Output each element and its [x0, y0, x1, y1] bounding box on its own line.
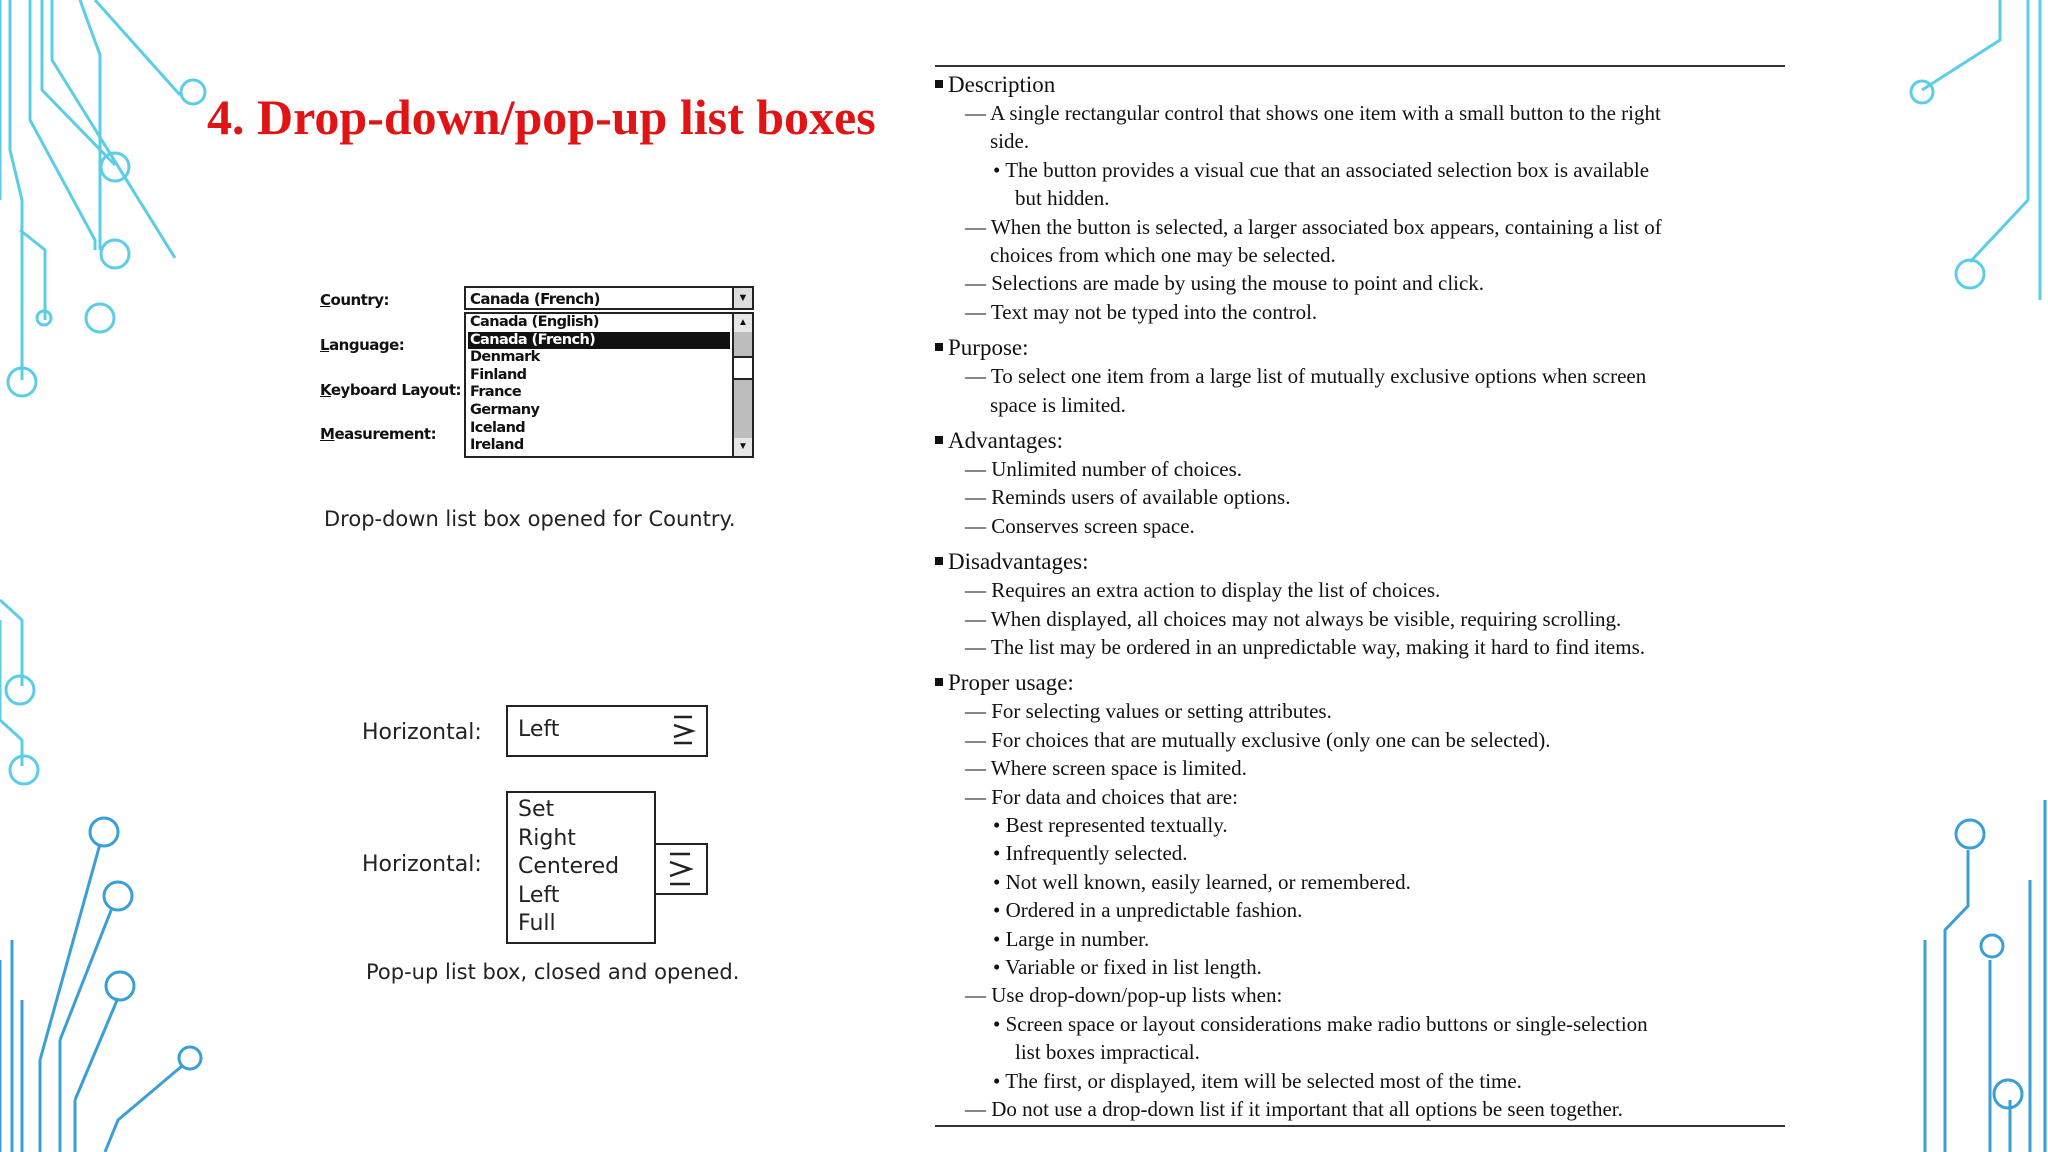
section-line: — For choices that are mutually exclusive (only one can be selected). — [965, 727, 1551, 752]
section-line: • The button provides a visual cue that an associated selection box is available — [993, 157, 1650, 182]
list-item[interactable]: Denmark — [470, 349, 540, 366]
measurement-label: Measurement: — [320, 425, 437, 443]
popup-chevrons-icon[interactable] — [670, 713, 698, 751]
section-line: — The list may be ordered in an unpredictable way, making it hard to find items. — [965, 635, 1645, 659]
section-line: • Screen space or layout considerations make radio buttons or single-selection — [993, 1011, 1648, 1036]
figure2-caption: Pop-up list box, closed and opened. — [366, 960, 740, 984]
list-item[interactable]: Canada (English) — [470, 314, 599, 330]
section-line: • Not well known, easily learned, or remembered. — [993, 869, 1411, 894]
popup-closed-box[interactable] — [506, 705, 708, 757]
bullet-square-icon — [935, 678, 943, 686]
section-line: — Use drop-down/pop-up lists when: — [965, 983, 1283, 1008]
popup-option[interactable]: Left — [518, 882, 560, 908]
section-line: — Conserves screen space. — [965, 513, 1195, 538]
section-line: — A single rectangular control that shows one item with a small button to the right — [965, 101, 1661, 125]
dropdown-arrow-icon[interactable]: ▼ — [732, 288, 752, 308]
list-item[interactable]: Iceland — [470, 419, 526, 436]
section-line: • Ordered in a unpredictable fashion. — [993, 898, 1303, 923]
section-line: — For selecting values or setting attributes. — [965, 699, 1332, 724]
section-line: — Reminds users of available options. — [965, 485, 1291, 510]
scroll-down-icon[interactable]: ▼ — [734, 438, 752, 456]
section-line: choices from which one may be selected. — [990, 243, 1336, 267]
popup-chevrons-icon — [666, 850, 696, 890]
keyboard-layout-label: Keyboard Layout: — [320, 381, 461, 399]
top-rule — [935, 65, 1785, 67]
figure1-caption: Drop-down list box opened for Country. — [324, 507, 736, 531]
bullet-square-icon — [935, 557, 943, 565]
horizontal-label-open: Horizontal: — [362, 852, 482, 877]
section-title: Advantages: — [935, 428, 1063, 454]
section-line: — To select one item from a large list of mutually exclusive options when screen — [965, 364, 1647, 389]
list-item[interactable]: Canada (French) — [468, 332, 730, 350]
bullet-square-icon — [935, 80, 943, 88]
scrollbar[interactable] — [732, 314, 752, 456]
section-line: — Requires an extra action to display the list of choices. — [965, 578, 1441, 603]
country-label: Country: — [320, 291, 390, 309]
section-line: • Infrequently selected. — [993, 841, 1188, 866]
section-line: • Variable or fixed in list length. — [993, 955, 1262, 979]
section-line: — Text may not be typed into the control. — [965, 299, 1318, 324]
list-item[interactable]: Finland — [470, 366, 527, 383]
popup-open-button[interactable] — [654, 843, 708, 895]
bullet-square-icon — [935, 343, 943, 351]
country-dropdown[interactable] — [464, 286, 754, 310]
horizontal-label-closed: Horizontal: — [362, 720, 482, 745]
list-item[interactable]: Ireland — [470, 437, 524, 454]
popup-open-list[interactable] — [506, 791, 656, 944]
section-line: side. — [990, 129, 1030, 154]
bullet-square-icon — [935, 436, 943, 444]
list-item[interactable]: Germany — [470, 401, 540, 418]
section-line: — Unlimited number of choices. — [965, 457, 1243, 481]
section-title: Description — [935, 72, 1055, 98]
section-line: — When the button is selected, a larger associated box appears, containing a list of — [965, 214, 1662, 239]
section-line: — Do not use a drop-down list if it important that all options be seen together. — [965, 1097, 1623, 1121]
section-line: list boxes impractical. — [1015, 1040, 1200, 1065]
scroll-thumb[interactable] — [734, 356, 752, 380]
popup-closed-value: Left — [518, 717, 560, 742]
section-title: Proper usage: — [935, 670, 1074, 696]
country-dropdown-list[interactable] — [464, 312, 754, 458]
popup-option[interactable]: Set — [518, 797, 555, 822]
popup-option[interactable]: Right — [518, 825, 576, 851]
section-line: • Best represented textually. — [993, 813, 1228, 837]
popup-option[interactable]: Full — [518, 911, 556, 937]
section-line: • Large in number. — [993, 926, 1150, 951]
section-line: space is limited. — [990, 392, 1126, 417]
section-line: • The first, or displayed, item will be selected most of the time. — [993, 1068, 1522, 1093]
scroll-up-icon[interactable]: ▲ — [734, 314, 752, 332]
section-line: — Where screen space is limited. — [965, 756, 1247, 781]
bottom-rule — [935, 1125, 1785, 1127]
section-line: but hidden. — [1015, 186, 1110, 211]
language-label: Language: — [320, 336, 405, 354]
section-line: — Selections are made by using the mouse to point and click. — [965, 271, 1485, 296]
section-title: Disadvantages: — [935, 549, 1089, 575]
popup-option[interactable]: Centered — [518, 854, 620, 880]
slide-title: 4. Drop-down/pop-up list boxes — [207, 89, 876, 145]
section-title: Purpose: — [935, 335, 1029, 361]
section-line: — When displayed, all choices may not always be visible, requiring scrolling. — [965, 606, 1622, 631]
list-item[interactable]: France — [470, 384, 522, 401]
section-line: — For data and choices that are: — [965, 784, 1238, 809]
country-dropdown-value: Canada (French) — [470, 290, 600, 308]
